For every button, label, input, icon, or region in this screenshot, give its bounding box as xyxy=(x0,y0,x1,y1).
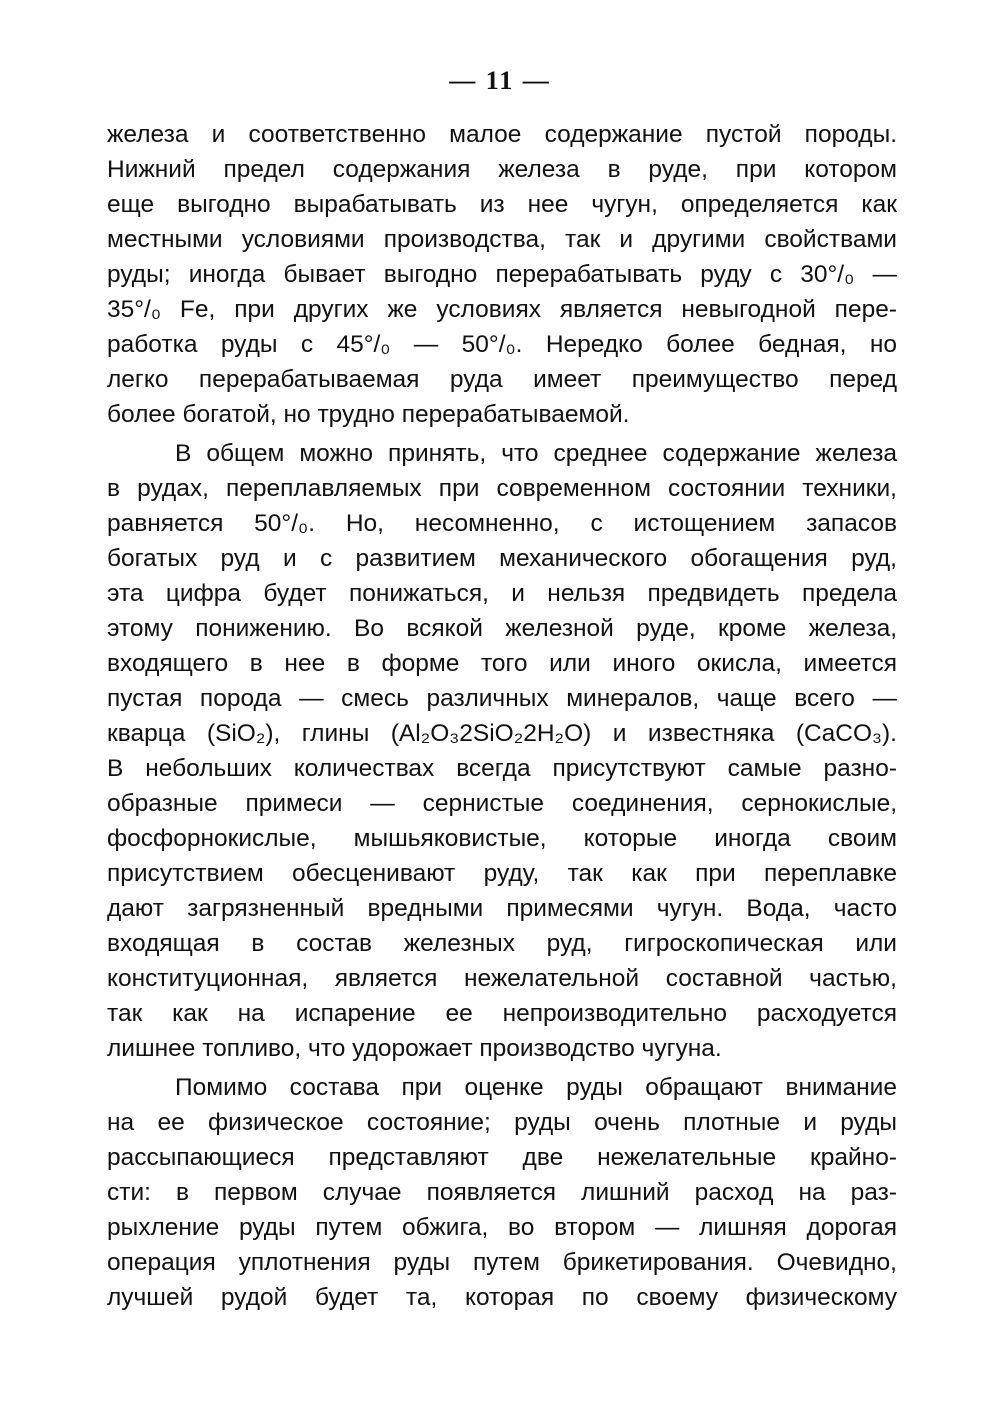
paragraph-3 xyxy=(107,1070,897,1315)
text-line: входящая в состав железных руд, гигроскопическая или xyxy=(107,930,897,957)
text-line: железа и соответственно малое содержание пустой породы. xyxy=(107,121,897,148)
paragraph-1 xyxy=(107,117,897,432)
text-line: рыхление руды путем обжига, во втором — лишняя дорогая xyxy=(107,1214,897,1241)
text-line: сти: в первом случае появляется лишний расход на раз- xyxy=(107,1179,897,1206)
body-text xyxy=(107,117,897,1315)
text-line: руды; иногда бывает выгодно перерабатывать руду с 30°/₀ — xyxy=(107,261,897,288)
page-number: — 11 — xyxy=(449,66,551,95)
text-line: В общем можно принять, что среднее содержание железа xyxy=(175,440,897,467)
text-line: Нижний предел содержания железа в руде, при котором xyxy=(107,156,897,183)
text-line: образные примеси — сернистые соединения, сернокислые, xyxy=(107,790,897,817)
text-line: местными условиями производства, так и другими свойствами xyxy=(107,226,897,253)
text-line: присутствием обесценивают руду, так как при переплавке xyxy=(107,860,897,887)
text-line: работка руды с 45°/₀ — 50°/₀. Нередко более бедная, но xyxy=(107,331,897,358)
text-line: равняется 50°/₀. Но, несомненно, с истощением запасов xyxy=(107,510,897,537)
text-line: конституционная, является нежелательной составной частью, xyxy=(107,965,897,992)
text-line: на ее физическое состояние; руды очень плотные и руды xyxy=(107,1109,897,1136)
text-line: лишнее топливо, что удорожает производство чугуна. xyxy=(107,1035,722,1062)
text-line: так как на испарение ее непроизводительно расходуется xyxy=(107,1000,897,1027)
text-line: богатых руд и с развитием механического обогащения руд, xyxy=(107,545,897,572)
text-line: Помимо состава при оценке руды обращают внимание xyxy=(175,1074,897,1101)
text-line: пустая порода — смесь различных минералов, чаще всего — xyxy=(107,685,897,712)
text-line: операция уплотнения руды путем брикетирования. Очевидно, xyxy=(107,1249,897,1276)
text-line: лучшей рудой будет та, которая по своему физическому xyxy=(107,1284,897,1311)
text-line: в рудах, переплавляемых при современном состоянии техники, xyxy=(107,475,897,502)
text-line: В небольших количествах всегда присутствуют самые разно- xyxy=(107,755,897,782)
text-line: легко перерабатываемая руда имеет преимущество перед xyxy=(107,366,897,393)
paragraph-2 xyxy=(107,436,897,1066)
text-line: дают загрязненный вредными примесями чугун. Вода, часто xyxy=(107,895,897,922)
text-line: 35°/₀ Fe, при других же условиях является невыгодной пере- xyxy=(107,296,897,323)
text-line: еще выгодно вырабатывать из нее чугун, определяется как xyxy=(107,191,897,218)
text-line: эта цифра будет понижаться, и нельзя предвидеть предела xyxy=(107,580,897,607)
text-line: более богатой, но трудно перерабатываемой. xyxy=(107,401,630,428)
text-line: этому понижению. Во всякой железной руде, кроме железа, xyxy=(107,615,897,642)
text-line: входящего в нее в форме того или иного окисла, имеется xyxy=(107,650,897,677)
text-line: кварца (SiO₂), глины (Al₂O₃2SiO₂2H₂O) и известняка (CaCO₃). xyxy=(107,720,897,747)
text-line: фосфорнокислые, мышьяковистые, которые иногда своим xyxy=(107,825,897,852)
text-line: рассыпающиеся представляют две нежелательные крайно- xyxy=(107,1144,897,1171)
